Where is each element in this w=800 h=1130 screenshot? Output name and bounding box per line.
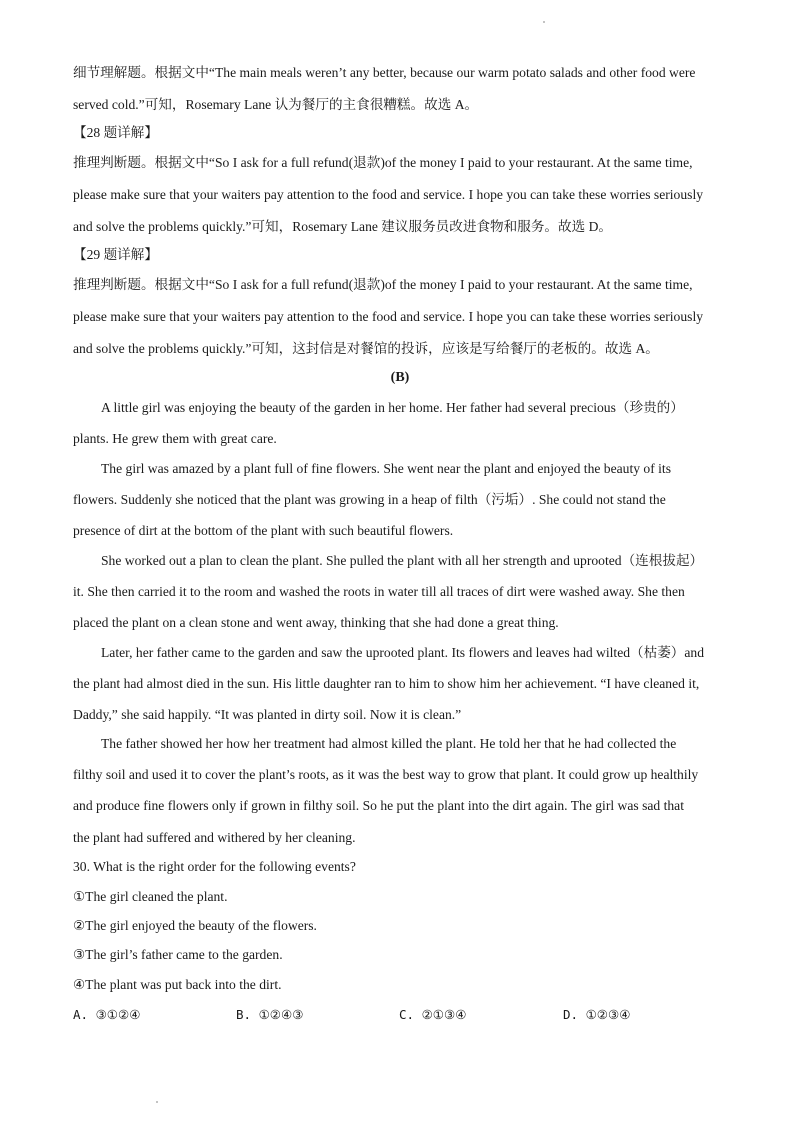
section-title: (B): [390, 370, 410, 385]
event-item: ③The girl’s father came to the garden.: [73, 947, 283, 962]
q29-explanation-line: and solve the problems quickly.”可知，这封信是对餐馆的投诉，应该是写给餐厅的老板的。故选 A。: [73, 341, 659, 356]
passage-line: the plant had suffered and withered by her cleaning.: [73, 830, 356, 845]
option-a: A. ③①②④: [73, 1007, 141, 1022]
passage-line: presence of dirt at the bottom of the plant with such beautiful flowers.: [73, 523, 454, 538]
q29-explanation-line: please make sure that your waiters pay attention to the food and service. I hope you can take these worries seriously: [73, 309, 704, 324]
q27-explanation-line: served cold.”可知，Rosemary Lane 认为餐厅的主食很糟糕。故选 A。: [73, 97, 479, 112]
passage-line: and produce fine flowers only if grown in filthy soil. So he put the plant into the dirt again. The girl was sad that: [73, 798, 684, 813]
passage-line: She worked out a plan to clean the plant. She pulled the plant with all her strength and uprooted（连根拔起）: [101, 553, 704, 568]
q27-explanation-line: 细节理解题。根据文中“The main meals weren’t any better, because our warm potato salads and other food were: [73, 65, 696, 80]
passage-line: A little girl was enjoying the beauty of the garden in her home. Her father had several precious（珍贵的）: [101, 400, 684, 415]
q28-header: 【28 题详解】: [73, 125, 158, 140]
passage-line: Later, her father came to the garden and saw the uprooted plant. Its flowers and leaves had wilted（枯萎）and: [101, 645, 705, 660]
q28-explanation-line: 推理判断题。根据文中“So I ask for a full refund(退款)of the money I paid to your restaurant. At the same time,: [73, 155, 693, 170]
event-item: ②The girl enjoyed the beauty of the flowers.: [73, 918, 317, 933]
passage-line: The father showed her how her treatment had almost killed the plant. He told her that he had collected the: [101, 736, 677, 751]
passage-line: flowers. Suddenly she noticed that the plant was growing in a heap of filth（污垢）. She could not stand the: [73, 492, 666, 507]
question-stem: 30. What is the right order for the following events?: [73, 859, 356, 874]
event-item: ①The girl cleaned the plant.: [73, 889, 228, 904]
passage-line: Daddy,” she said happily. “It was planted in dirty soil. Now it is clean.”: [73, 707, 462, 722]
passage-line: filthy soil and used it to cover the plant’s roots, as it was the best way to grow that plant. It could grow up healthily: [73, 767, 699, 782]
passage-line: plants. He grew them with great care.: [73, 431, 277, 446]
event-item: ④The plant was put back into the dirt.: [73, 977, 282, 992]
passage-line: it. She then carried it to the room and washed the roots in water till all traces of dirt were washed away. She then: [73, 584, 685, 599]
q28-explanation-line: and solve the problems quickly.”可知，Rosemary Lane 建议服务员改进食物和服务。故选 D。: [73, 219, 613, 234]
passage-line: placed the plant on a clean stone and went away, thinking that she had done a great thing.: [73, 615, 559, 630]
passage-line: The girl was amazed by a plant full of fine flowers. She went near the plant and enjoyed the beauty of its: [101, 461, 671, 476]
q28-explanation-line: please make sure that your waiters pay attention to the food and service. I hope you can take these worries seriously: [73, 187, 704, 202]
option-c: C. ②①③④: [399, 1007, 467, 1022]
option-d: D. ①②③④: [563, 1007, 631, 1022]
scan-speck: [156, 1101, 158, 1103]
scan-speck: [543, 21, 545, 23]
passage-line: the plant had almost died in the sun. His little daughter ran to him to show him her achievement. “I have cleaned it,: [73, 676, 700, 691]
option-b: B. ①②④③: [236, 1007, 304, 1022]
q29-explanation-line: 推理判断题。根据文中“So I ask for a full refund(退款)of the money I paid to your restaurant. At the same time,: [73, 277, 693, 292]
q29-header: 【29 题详解】: [73, 247, 158, 262]
